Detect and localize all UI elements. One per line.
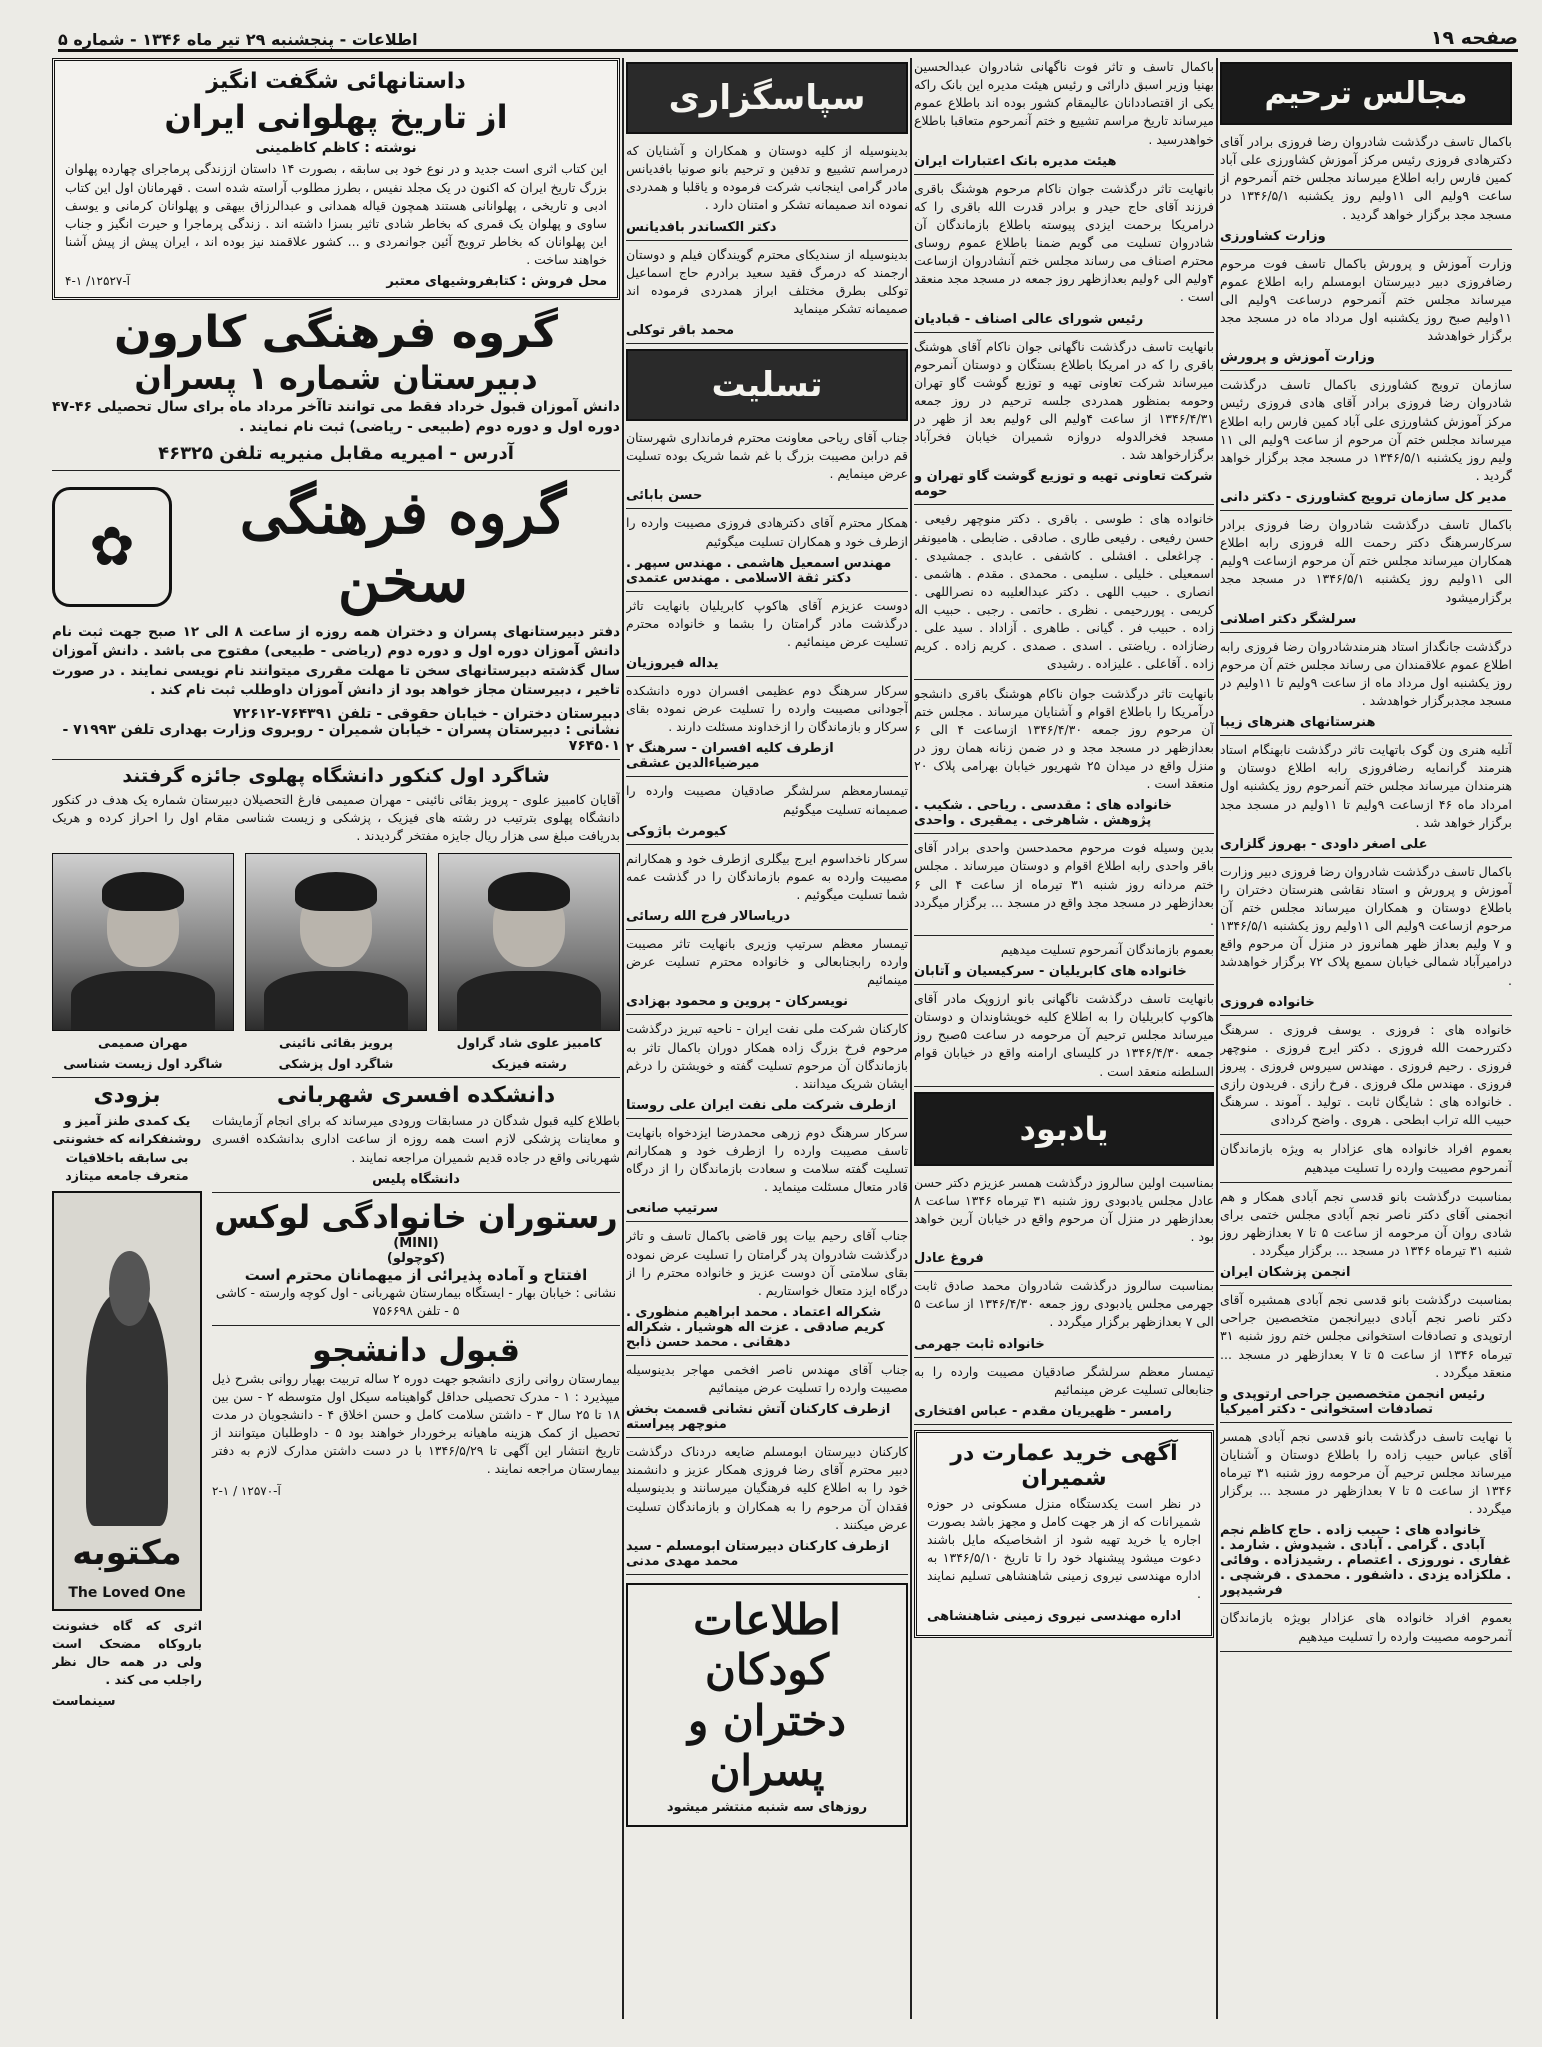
film-title: مکتوبه <box>72 1532 182 1573</box>
remembrance-notice <box>914 1363 1214 1425</box>
kids-ad-line3: روزهای سه شنبه منتشر میشود <box>666 1800 868 1816</box>
notice <box>914 338 1214 506</box>
restaurant-body: افتتاح و آماده پذیرائی از میهمانان محترم است <box>244 1266 588 1285</box>
remembrance-notice <box>914 1277 1214 1357</box>
condolence-notice-text: کارکنان شرکت ملی نفت ایران - ناحیه تبریز درگذشت مرحوم فرخ بزرگ زاده همکار دوران باکمال تاثر به بازماندگان آن مرحوم تسلیت گفته و خویشتن را درغم ایشان شریک میدانند . <box>626 1021 908 1091</box>
winners-body: آقایان کامبیز علوی - پرویز بقائی نائینی - مهران صمیمی فارغ التحصیلان دبیرستان شماره یک هدف در کنکور دانشگاه پهلوی بترتیب در رشته های فیزیک ، پزشکی و زیست شناسی مقام اول را احراز کرده و هریک بدریافت مبلغ سی هزار ریال جایزه مفتخر گردیدند . <box>52 791 620 844</box>
memorial-notice <box>1220 133 1512 250</box>
masthead <box>58 22 1518 52</box>
column-thanks-condolences <box>626 58 908 2019</box>
divider <box>914 1086 1214 1087</box>
thanks-notice-text: بدینوسیله از کلیه دوستان و همکاران و آشنایان که درمراسم تشییع و تدفین و ترحیم بانو صونیا بافدیانس مادر گرامی اینجانب شرکت فرموده و یاقلبا و همدردی نموده اند صمیمانه تشکر و امتنان دارد . <box>626 143 908 213</box>
book-seller: محل فروش : کتابفروشیهای معتبر <box>386 274 607 290</box>
memorial-notice-text: باکمال تاسف درگذشت شادروان رضا فروزی دبیر وزارت آموزش و پرورش و استاد نقاشی هنرستان دختران را باطلاع دوستان و همکاران میرساند مجلس ختم آن مرحوم ازساعت ۹ولیم الی ۱۱ولیم روز یکشنبه ۱۳۴۶/۵/۱ و ۷ ولیم بعداز ظهر همانروز در منزل آن مرحوم واقع درامیرآباد شمالی خیابان سمیع پلاک ۷۲ برگزار خواهدشد . <box>1220 863 1512 988</box>
notice <box>914 180 1214 333</box>
film-quote-source: سینماست <box>52 1694 116 1710</box>
memorial-notice-text: وزارت آموزش و پرورش باکمال تاسف فوت مرحوم رضافروزی دبیر دبیرستان ابومسلم رابه اطلاع عموم میرساند مجلس ختم آنمرحوم درساعت ۹ولیم الی ۱۱ولیم صبح روز یکشنبه اول مرداد ماه در مسجد مجد برگزار خواهدشد <box>1220 255 1512 344</box>
winners-title: شاگرد اول کنکور دانشگاه پهلوی جائزه گرفتند <box>122 764 550 787</box>
divider <box>1220 632 1512 633</box>
restaurant-address: نشانی : خیابان بهار - ایستگاه بیمارستان شهربانی - اول کوچه وارسته - کاشی ۵ - تلفن ۷۵۶۶۹۸ <box>215 1285 617 1319</box>
condolence-notice-signature: مهندس اسمعیل هاشمی . مهندس سپهر . دکتر ثقة الاسلامی . مهندس عتمدی <box>626 555 892 586</box>
divider <box>1220 1603 1512 1604</box>
memorial-notice-text: بمناسبت درگذشت بانو قدسی نجم آبادی همکار و هم انجمنی آقای دکتر ناصر نجم آبادی مجلس ختمی برای شادی روان آن مرحومه از ساعت ۵ تا ۷ بعدازظهر روز شنبه ۳۱ تیرماه ۱۳۴۶ در مسجد ... برگزار میگردد . <box>1220 1188 1512 1258</box>
condolence-notice-text: کارکنان دبیرستان ابومسلم ضایعه دردناک درگذشت دبیر محترم آقای رضا فروزی همکار عزیز و دانشمند خود را به اطلاع کلیه فرهنگیان میرسانند و بدینوسیله فقدان آن مرحوم را به همکاران و بازماندگان تسلیت عرض میکنند . <box>626 1444 908 1532</box>
memorial-notice-signature: سرلشگر دکتر اصلانی <box>1220 611 1357 627</box>
memorial-notice-signature: وزارت کشاورزی <box>1220 228 1326 244</box>
condolence-notice-signature: نویسرکان - پروین و محمود بهزادی <box>626 994 849 1010</box>
divider <box>914 332 1214 333</box>
divider <box>1220 735 1512 736</box>
sokhan-ad <box>52 479 620 754</box>
book-code: آ-۱۲۵۲۷/ ۱-۴ <box>65 274 131 289</box>
condolence-notice-text: همکار محترم آقای دکترهادی فروزی مصیبت وارده را ازطرف خود و همکاران تسلیت میگوئیم <box>626 515 908 549</box>
memorial-notice-signature: علی اصغر داودی - بهروز گلزاری <box>1220 836 1428 852</box>
notice <box>914 941 1214 985</box>
column-divider <box>910 58 912 2019</box>
divider <box>914 935 1214 936</box>
notice-signature: خانواده های کابریلیان - سرکیسیان و آتابان <box>914 964 1187 979</box>
divider <box>914 174 1214 175</box>
notice-text: بدین وسیله فوت مرحوم محمدحسن واحدی برادر آقای باقر واحدی رابه اطلاع اقوام و دوستان میرساند . مجلس ختم مردانه روز شنبه ۳۱ تیرماه از ساعت ۴ الی ۶ بعدازظهر در مسجد مجد واقع در مسجد ... برگزار میگردد . <box>914 840 1214 928</box>
memorial-notice-signature: انجمن پزشکان ایران <box>1220 1265 1351 1281</box>
memorial-notice <box>1220 255 1512 372</box>
winner-name: پرویز بقائی نائینی <box>278 1035 394 1051</box>
notice <box>914 685 1214 835</box>
remembrance-notice-text: بمناسبت اولین سالروز درگذشت همسر عزیزم دکتر حسن عادل مجلس یادبودی روز شنبه ۳۱ تیرماه ۱۳۴۶ ساعت ۸ بعدازظهر در منزل آن مرحوم واقع در خیابان آرین خواهد بود . <box>914 1174 1214 1244</box>
karun-body: دانش آموزان قبول خرداد فقط می توانند تاآخر مرداد ماه برای سال تحصیلی ۴۶-۴۷ دوره اول و دوره دوم (طبیعی - ریاضی) ثبت نام نمایند . <box>52 399 620 436</box>
film-soon: بزودی <box>93 1083 161 1109</box>
condolence-notice-text: دوست عزیزم آقای هاکوپ کابریلیان بانهایت تاثر درگذشت مادر گرامتان را بشما و خانواده محترم تسلیت عرض مینمائیم . <box>626 597 908 649</box>
memorial-notice-text: با نهایت تاسف درگذشت بانو قدسی نجم آبادی همسر آقای عباس حبیب زاده را باطلاع دوستان و آشنایان میرساند مجلس ترحیم آن مرحومه روز شنبه ۳۱ تیرماه ۱۳۴۶ از ساعت ۵ تا ۷ بعدازظهر در مسجد ... برگزار میگردد . <box>1220 1428 1512 1517</box>
book-author: نوشته : کاظم کاظمینی <box>255 140 417 157</box>
divider <box>1220 1015 1512 1016</box>
memorial-notice-text: آتلیه هنری ون گوک باتهایت تاثر درگذشت نابهنگام استاد هنرمند گرانمایه رضافروزی رابه اطلاع دوستان و هنرمندان میرساند مجلس ختم آنمرحوم روز یکشنبه اول امرداد ماه ۴۶ ازساعت ۹ولیم تا ۱۱ولیم در مسجد مجد برگزار خواهد شد . <box>1220 742 1512 830</box>
memorial-notice-text: خانواده های : فروزی . یوسف فروزی . سرهنگ دکتررحمت الله فروزی . دکتر ایرج فروزی . منوچهر فروزی . رحیم فروزی . مهندس سیروس فروزی . پیروز فروزی . مهندس ملک فروزی . فرخ رازی . فریدون رازی . خانواده های : شایگان ثابت . تولید . آموند . سرهنگ حبیب الله تراب ابطحی . هروی . واضح کردادی <box>1220 1021 1512 1128</box>
condolence-notice-text: جناب آقای مهندس ناصر افخمی مهاجر بدینوسیله مصیبت وارده را تسلیت عرض مینمائیم <box>626 1361 908 1395</box>
divider <box>626 1355 908 1356</box>
winner-name: مهران صمیمی <box>98 1035 188 1051</box>
memorial-notice-signature: مدیر کل سازمان ترویج کشاورزی - دکتر دانی <box>1220 490 1507 505</box>
condolence-notice-signature: ازطرف کلیه افسران - سرهنگ ۲ میرضیاءالدین عشقی <box>626 741 834 772</box>
divider <box>626 929 908 930</box>
book-kicker: داستانهائی شگفت انگیز <box>206 69 466 94</box>
portrait-photo <box>52 853 234 1031</box>
karun-ad <box>52 308 620 464</box>
condolence-notice-text: جناب آقای ریاحی معاونت محترم فرمانداری شهرستان قم درابن مصیبت بزرگ با غم شما شریک بوده تسلیت عرض مینمایم . <box>626 430 908 482</box>
divider <box>626 1437 908 1438</box>
divider <box>626 591 908 592</box>
notice-text: خانواده های : طوسی . باقری . دکتر منوچهر رفیعی . حسن رفیعی . رفیعی طاری . صادقی . ضابطی . هامیونفر . چراغعلی . افشلی . کاشفی . عابدی . جمشیدی . اسمعیلی . خلیلی . سلیمی . محمدی . مقدم . هاشمی . انصاری . حبیب اللهی . دکتر عبدالعلیبه ده نصراللهی . کریمی . پوررحیمی . نظری . حاتمی . رجبی . حبیب اله زاده . حبیب فر . گیانی . طاهری . آزاداد . سید علی . رضازاده . ریاضتی . اسدی . صمدی . کریم زاده . کریم زاده . آقاعلی . علیزاده . رشیدی <box>914 511 1214 672</box>
condolence-notice-text: تیمسار معظم سرتیپ وزیری بانهایت تاثر مصیبت وارده رابجنابعالی و خانواده محترم تسلیت عرض مینمائیم <box>626 936 908 988</box>
memorial-notice <box>1220 1021 1512 1136</box>
divider <box>626 343 908 344</box>
winner-photo-cell <box>52 853 234 1072</box>
condolence-notice <box>626 1124 908 1223</box>
memorial-list <box>1220 133 1512 1652</box>
divider <box>914 1271 1214 1272</box>
memorial-notice-text: باکمال تاسف درگذشت شادروان رضا فروزی برادر سرکارسرهنگ دکتر رحمت الله فروزی رابه اطلاع همکاران میرساند مجلس ختم آن مرحوم ازساعت ۹ولیم الی ۱۱ولیم روز یکشنبه ۱۳۴۶/۵/۱ در مسجد مجد برگزارمیشود <box>1220 517 1512 605</box>
condolence-notice <box>626 1443 908 1575</box>
dateline: اطلاعات - پنجشنبه ۲۹ تیر ماه ۱۳۴۶ - شماره ۵ <box>58 30 418 49</box>
memorial-notice-signature: خانواده فروزی <box>1220 994 1315 1010</box>
university-ad <box>212 1331 620 1497</box>
notice-signature: شرکت تعاونی تهیه و توزیع گوشت گاو تهران و حومه <box>914 469 1213 500</box>
divider <box>1220 370 1512 371</box>
condolence-notice <box>626 597 908 677</box>
police-ad <box>212 1083 620 1186</box>
condolence-notice <box>626 1020 908 1119</box>
divider <box>914 504 1214 505</box>
condolence-notice <box>626 429 908 509</box>
memorial-notice <box>1220 1140 1512 1182</box>
kids-ad-line1: اطلاعات کودکان <box>693 1594 841 1695</box>
memorial-notice <box>1220 1428 1512 1605</box>
divider <box>626 676 908 677</box>
memorial-notice-signature: رئیس انجمن متخصصین جراحی ارتوپدی و تصادفات استخوانی - دکتر امیرکیا <box>1220 1386 1485 1417</box>
restaurant-line: (کوچولو) <box>386 1251 446 1267</box>
university-title: قبول دانشجو <box>311 1331 521 1370</box>
memorial-notice-text: سازمان ترویج کشاورزی باکمال تاسف درگذشت شادروان رضا فروزی برادر آقای هادی فروزی رئیس مرکز آموزش کشاورزی علی آباد کمین فارس رابه اطلاع میرساند مجلس ختم آن مرحوم از ساعت ۹ولیم الی ۱۱ ولیم روز یکشنبه ۱۳۴۶/۵/۱ در مسجد مجد برگزار خواهد گردید . <box>1220 377 1512 483</box>
sokhan-header <box>52 479 620 615</box>
thanks-notice-signature: دکتر الکساندر بافدیانس <box>626 219 777 235</box>
divider <box>52 470 620 471</box>
memorial-notice <box>1220 863 1512 1016</box>
memorial-notice <box>1220 638 1512 737</box>
condolence-notice-text: سرکار ناخداسوم ایرج بیگلری ازطرف خود و همکارانم مصیبت وارده به عموم بازماندگان را در گذشت عمه شما تسلیت میگوئیم . <box>626 850 908 902</box>
divider <box>1220 1651 1512 1652</box>
column-ads <box>52 58 620 2019</box>
karun-subtitle: دبیرستان شماره ۱ پسران <box>134 358 538 397</box>
divider <box>626 844 908 845</box>
divider <box>914 833 1214 834</box>
condolence-notice <box>626 682 908 777</box>
divider <box>52 1077 620 1078</box>
sokhan-address2: نشانی : دبیرستان پسران - خیابان شمیران - روبروی وزارت بهداری تلفن ۷۱۹۹۳ - ۷۶۴۵۰۱ <box>62 721 620 754</box>
divider <box>626 1574 908 1575</box>
thanks-notice-text: بدینوسیله از سندیکای محترم گویندگان فیلم و دوستان ارجمند که درمرگ فقید سعید برادرم حاج اسماعیل توکلی بطرق مختلف ابراز همدردی فرموده اند صمیمانه تشکر مینماید <box>626 246 908 316</box>
condolence-notice <box>626 935 908 1015</box>
section-header-memorials: مجالس ترحیم <box>1220 62 1512 125</box>
sokhan-title: گروه فرهنگی سخن <box>239 478 567 615</box>
condolence-notice-signature: ازطرف شرکت ملی نفت ایران علی روستا <box>626 1097 897 1113</box>
thanks-list <box>626 142 908 344</box>
notice-list <box>914 58 1214 1087</box>
police-sig: دانشگاه پلیس <box>372 1171 460 1187</box>
condolence-notice-text: جناب آقای رحیم بیات پور قاضی باکمال تاسف و تاثر درگذشت شادروان پدر گرامتان را تسلیت عرض نموده بقای سلامتی آن دوست عزیز و خانواده محترم را از درگاه ایزد متعال خواستاریم . <box>626 1228 908 1298</box>
remembrance-notice-signature: رامسر - ظهیریان مقدم - عباس افتخاری <box>914 1403 1172 1419</box>
condolence-notice-text: سرکار سرهنگ دوم زرهی محمدرضا ایزدخواه بانهایت تاسف مصیبت وارده را ازطرف خود و همکارانم تسلیت گفته سلامت و سعادت بازماندگان را از درگاه قادر متعال مسئلت مینماید . <box>626 1124 908 1195</box>
kids-ad-line2: دختران و پسران <box>688 1695 846 1795</box>
property-ad-text: در نظر است یکدستگاه منزل مسکونی در حوزه شمیرانات که از هر جهت کامل و مجهز باشد بصورت اجاره یا خرید تهیه شود از اشخاصیکه مایل باشند دعوت میشود پیشنهاد خود را تا تاریخ ۱۳۴۶/۵/۱۰ به اداره مهندسی نیروی زمینی شاهنشاهی تسلیم نمایند . <box>927 1495 1202 1602</box>
remembrance-notice-text: تیمسار معظم سرلشگر صادقیان مصیبت وارده را به جنابعالی تسلیت عرض مینمائیم <box>914 1363 1214 1397</box>
winner-field: شاگرد اول پزشکی <box>278 1055 394 1071</box>
divider <box>914 984 1214 985</box>
police-title: دانشکده افسری شهربانی <box>276 1083 556 1109</box>
book-title: از تاریخ پهلوانی ایران <box>164 98 508 136</box>
condolence-notice-signature: ازطرف کارکنان آتش نشانی قسمت بخش منوچهر پیراسته <box>626 1402 891 1433</box>
memorial-notice <box>1220 741 1512 858</box>
notice-text: بانهایت تاسف درگذشت ناگهانی جوان ناکام آقای هوشنگ باقری را که در امریکا باطلاع بستگان و دوستان آنمرحوم میرساند شرکت تعاونی تهیه و توزیع گوشت گاو تهران وحومه بمنظور همدردی جلسه ترحیم در روز جمعه ۱۳۴۶/۴/۳۱ از ساعت ۴ولیم الی ۶ولیم بعد از ظهر در مسجد فخرالدوله دروازه شمیران خیابان فخرآباد برگزارخواهد شد . <box>914 338 1214 463</box>
thanks-notice <box>626 142 908 241</box>
restaurant-title: رستوران خانوادگی لوکس <box>214 1197 618 1236</box>
winner-field: شاگرد اول زیست شناسی <box>63 1055 223 1071</box>
divider <box>1220 1285 1512 1286</box>
notice <box>914 990 1214 1087</box>
portrait-photo <box>245 853 427 1031</box>
winner-photos <box>52 853 620 1072</box>
divider <box>212 1192 620 1193</box>
remembrance-notice-signature: فروغ عادل <box>914 1251 984 1267</box>
book-footer <box>65 274 607 289</box>
winner-photo-cell <box>245 853 427 1072</box>
winner-field: رشته فیزیک <box>491 1055 567 1071</box>
column-divider <box>622 58 624 2019</box>
memorial-notice-signature: خانواده های : حبیب زاده . حاج کاظم نجم آبادی . گرامی . آبادی . شیدوش . شارمد . غفاری . نوروزی . اعتصام . رشیدزاده . وفائی . ملکزاده یزدی . داشفور . محمدی . فرشچی . فرشیدپور <box>1220 1523 1512 1599</box>
condolence-notice <box>626 514 908 591</box>
column-notices <box>914 58 1214 2019</box>
property-ad-sig: اداره مهندسی نیروی زمینی شاهنشاهی <box>927 1608 1182 1624</box>
thanks-notice-signature: محمد باقر توکلی <box>626 323 735 338</box>
divider <box>1220 510 1512 511</box>
condolence-notice-signature: یداله فیروزیان <box>626 656 719 671</box>
karun-address: آدرس - امیریه مقابل منیریه تلفن ۴۶۳۲۵ <box>158 442 514 464</box>
memorial-notice <box>1220 1291 1512 1423</box>
notice <box>914 510 1214 679</box>
column-memorials <box>1220 58 1512 2019</box>
karun-title: گروه فرهنگی کارون <box>113 307 559 359</box>
winner-name: کامبیز علوی شاد گراول <box>456 1035 602 1051</box>
condolence-notice <box>626 850 908 930</box>
book-body: این کتاب اثری است جدید و در نوع خود بی سابقه ، بصورت ۱۴ داستان اززندگی پرماجرای چهارده پهلوان بزرگ تاریخ ایران که اکنون در یک مجلد نفیس ، بطرز مطلوب آراسته شده است . قهرمانان اول این کتاب ادبی و تاریخی ، پهلوانانی هستند همچون قیاله همدانی و عبدالرزاق بیهقی و پهلوانان کرمانی و یوسف ساوی و پهلوان یک قمری که بخاطر شادی تاثیر بسزا داشته اند . زندگی پرماجرا و حیرت انگیز و جناب این پهلوانان که بخاطر ترویج آئین جوانمردی و ... کشور علاقمند نیز بوده اند ، ایران پیش از پیش آشنا خواهند ساخت . <box>65 161 608 268</box>
condolence-notice-signature: حسن بابائی <box>626 488 703 504</box>
memorial-notice-text: بعموم افراد خانواده های عزادار بویژه بازماندگان آنمرحومه مصیبت وارده را تسلیت میدهیم <box>1220 1610 1512 1644</box>
divider <box>626 1014 908 1015</box>
divider <box>1220 1134 1512 1135</box>
remembrance-notice-signature: خانواده ثابت جهرمی <box>914 1336 1045 1352</box>
police-body: باطلاع کلیه قبول شدگان در مسابقات ورودی میرساند که برای انجام آزمایشات و معاینات پزشکی لازم است همه روزه از ساعت اداری بدانشکده افسری شهربانی واقع در جاده قدیم شمیران مراجعه نمایند . <box>212 1113 620 1165</box>
condolence-notice-signature: دریاسالار فرج الله رسائی <box>626 909 791 924</box>
divider <box>1220 249 1512 250</box>
sokhan-address1: دبیرستان دختران - خیابان حقوقی - تلفن ۷۶۴۳۹۱-۷۲۶۱۲ <box>232 705 620 722</box>
notice-text: بانهایت تاسف درگذشت ناگهانی بانو ارزوپک مادر آقای هاکوپ کابریلیان را به اطلاع کلیه خویشاوندان و دوستان میرساند مجلس ترحیم آن مرحومه در ساعت ۵صبح روز جمعه ۱۳۴۶/۴/۳۰ در کلیسای ارامنه واقع در خیابان قوام السلطنه منعقد است . <box>914 991 1214 1079</box>
property-ad-title: آگهی خرید عمارت در شمیران <box>950 1440 1178 1491</box>
divider <box>212 1325 620 1326</box>
notice <box>914 58 1214 175</box>
notice-signature: هیئت مدیره بانک اعتبارات ایران <box>914 153 1117 169</box>
divider <box>626 1221 908 1222</box>
memorial-notice-text: بعموم افراد خانواده های عزادار به ویژه بازماندگان آنمرحوم مصیبت وارده را تسلیت میدهیم <box>1220 1141 1512 1175</box>
divider <box>626 1118 908 1119</box>
film-quote: اثری که گاه خشونت باروکاه مضحک است ولی در همه حال نظر راجلب می کند . <box>52 1617 202 1688</box>
restaurant-tag: (MINI) <box>393 1236 439 1252</box>
divider <box>914 1357 1214 1358</box>
lower-ads <box>52 1083 620 1712</box>
winners-article <box>52 765 620 1072</box>
film-ad <box>52 1083 202 1712</box>
section-header-remembrance: یادبود <box>914 1092 1214 1166</box>
condolence-list <box>626 429 908 1575</box>
page-number: صفحه ۱۹ <box>1430 27 1518 49</box>
memorial-notice-text: درگذشت جانگداز استاد هنرمندشادروان رضا فروزی رابه اطلاع عموم علاقمندان می رساند مجلس ختم آن مرحوم روز یکشنبه اول مرداد ماه از ساعت ۹ولیم تا ۱۱ولیم در مسجد مجدبرگزار خواهدشد . <box>1220 638 1512 708</box>
memorial-notice-text: بمناسبت درگذشت بانو قدسی نجم آبادی همشیره آقای دکتر ناصر نجم آبادی دبیرانجمن متخصصین جراحی ارتوپدی و تصادفات استخوانی مجلس ختم روز شنبه ۳۱ تیرماه ۱۳۴۶ از ساعت ۵ تا ۷ بعدازظهر در مسجد ... منعقد میگردد . <box>1220 1292 1512 1380</box>
divider <box>626 776 908 777</box>
condolence-notice <box>626 782 908 844</box>
notice <box>914 839 1214 936</box>
divider <box>1220 1182 1512 1183</box>
portrait-photo <box>438 853 620 1031</box>
book-ad <box>52 58 620 300</box>
property-ad <box>914 1430 1214 1638</box>
memorial-notice-signature: وزارت آموزش و پرورش <box>1220 350 1375 366</box>
notice-text: بعموم بازماندگان آنمرحوم تسلیت میدهیم <box>1000 941 1214 957</box>
condolence-notice-signature: سرتیپ صانعی <box>626 1201 719 1217</box>
divider <box>1220 1422 1512 1423</box>
condolence-notice <box>626 1361 908 1438</box>
winner-photo-cell <box>438 853 620 1072</box>
condolence-notice-text: تیمسارمعظم سرلشگر صادقیان مصیبت وارده را صمیمانه تسلیت میگوئیم <box>626 783 908 817</box>
university-body: بیمارستان روانی رازی دانشجو جهت دوره ۲ ساله تربیت بهیار روانی بشرح ذیل میپذیرد : ۱ - مدرک تحصیلی حداقل گواهینامه سیکل اول متوسطه ۲ - سن بین ۱۸ تا ۲۵ سال ۳ - داشتن سلامت کامل و حسن اخلاق ۴ - دانشجویان در مدت تحصیل از کمک هزینه ماهیانه برخوردار خواهند بود ۵ - داوطلبان میتوانند از تاریخ انتشار این آگهی تا ۱۳۴۶/۵/۲۹ با در دست داشتن مدارک لازم به دفتر بیمارستان مراجعه نمایند . <box>212 1370 620 1477</box>
condolence-notice-text: سرکار سرهنگ دوم عظیمی افسران دوره دانشکده آجودانی مصیبت وارده را تسلیت عرض نموده بقای سرکار و بازماندگان را ازخداوند مسئلت دارند . <box>626 683 908 735</box>
remembrance-list <box>914 1174 1214 1425</box>
kids-magazine-ad <box>626 1583 908 1828</box>
condolence-notice-signature: شکراله اعتماد . محمد ابراهیم منظوری . کریم صادقی . عزت اله هوشیار . شکراله دهقانی . محمد حسن ذابح <box>626 1304 885 1350</box>
university-code: آ-۱۲۵۷۰ / ۱-۲ <box>212 1483 281 1498</box>
emblem-icon: ✿ <box>52 487 172 607</box>
notice-text: بانهایت تاثر درگذشت جوان ناکام هوشنگ باقری دانشجو درآمریکا را باطلاع اقوام و آشنایان میرساند . مجلس ختم آن مرحوم روز جمعه ۱۳۴۶/۴/۳۰ ازساعت ۴ الی ۶ بعدازظهر در مسجد مجد و در ضمن زنانه همان روز در منزل واقع در میدان ۲۵ شهریور خیابان بهرامی پلاک ۲۰ منعقد است . <box>914 685 1214 792</box>
restaurant-ad <box>212 1198 620 1321</box>
divider <box>626 240 908 241</box>
memorial-notice-signature: هنرستانهای هنرهای زیبا <box>1220 715 1376 731</box>
memorial-notice <box>1220 376 1512 511</box>
notice-signature: خانواده های : مقدسی . ریاحی . شکیب . پژوهش . شاهرخی . یمقیری . واحدی <box>914 798 1173 829</box>
column-divider <box>1216 58 1218 2019</box>
condolence-notice-signature: ازطرف کارکنان دبیرستان ابومسلم - سید محمد مهدی مدنی <box>626 1538 890 1569</box>
section-header-condolences: تسلیت <box>626 349 908 421</box>
sokhan-body: دفتر دبیرستانهای پسران و دختران همه روزه از ساعت ۸ الی ۱۲ صبح جهت ثبت نام دانش آموزان دوره اول و دوره دوم (ریاضی - طبیعی) مفتوح می باشد . دانش آموزان سال گذشته دبیرستانهای سخن تا مهلت مقرری میتوانند نام نویسی نمایند . در صورت تاخیر ، دبیرستان مجاز خواهد بود از دانش آموزان داوطلب ثبت نام کند . <box>52 623 620 699</box>
divider <box>914 679 1214 680</box>
divider <box>914 1424 1214 1425</box>
film-tagline: یک کمدی طنز آمیز و روشنفکرانه که خشونتی بی سابقه باخلافیات متعرف جامعه میتازد <box>52 1113 202 1183</box>
notice-text: بانهایت تاثر درگذشت جوان ناکام مرحوم هوشنگ باقری فرزند آقای حاج حیدر و برادر قدرت الله باقری را که درامریکا برحمت ایزدی پیوسته باطلاع بازماندگان آن شادروان تسلیت می گویم ضمنا باطلاع عموم روسای محترم اصناف می رساند مجلس ختم آنشادروان ازساعت ۴ولیم الی ۶ولیم بعدازظهر روز جمعه در مسجد مجد منعقد است . <box>914 180 1214 305</box>
divider <box>626 508 908 509</box>
section-header-thanks: سپاسگزاری <box>626 62 908 134</box>
thanks-notice <box>626 246 908 345</box>
memorial-notice <box>1220 1609 1512 1651</box>
remembrance-notice <box>914 1174 1214 1273</box>
remembrance-notice-text: بمناسبت سالروز درگذشت شادروان محمد صادق ثابت جهرمی مجلس یادبودی روز جمعه ۱۳۴۶/۴/۳۰ از ساعت ۵ الی ۷ بعدازظهر برگزار میگردد . <box>914 1278 1214 1330</box>
memorial-notice-text: باکمال تاسف درگذشت شادروان رضا فروزی برادر آقای دکترهادی فروزی رئیس مرکز آموزش کشاورزی علی آباد کمین فارس رابه اطلاع میرساند مجلس ختم آنمرحوم از ساعت ۹ولیم الی ۱۱ولیم روز یکشنبه ۱۳۴۶/۵/۱ در مسجد مجد برگزار خواهد گردید . <box>1220 134 1512 222</box>
divider <box>52 759 620 760</box>
condolence-notice <box>626 1227 908 1356</box>
memorial-notice <box>1220 516 1512 633</box>
memorial-notice <box>1220 1188 1512 1287</box>
lower-ads-main <box>212 1083 620 1712</box>
notice-text: باکمال تاسف و تاثر فوت ناگهانی شادروان عبدالحسین بهنیا وزیر اسبق دارائی و رئیس هیئت مدیره این بانک راکه یکی از اقتصاددانان عالیمقام کشور بوده اند باطلاع عموم میرساند تاریخ مراسم تشییع و ختم آنمرحوم متعاقبا باطلاع خواهدرسید . <box>914 59 1214 147</box>
notice-signature: رئیس شورای عالی اصناف - قبادیان <box>914 311 1144 327</box>
divider <box>1220 857 1512 858</box>
condolence-notice-signature: کیومرث باژوکی <box>626 823 727 839</box>
film-title-en: The Loved One <box>68 1584 186 1601</box>
film-poster <box>52 1191 202 1611</box>
